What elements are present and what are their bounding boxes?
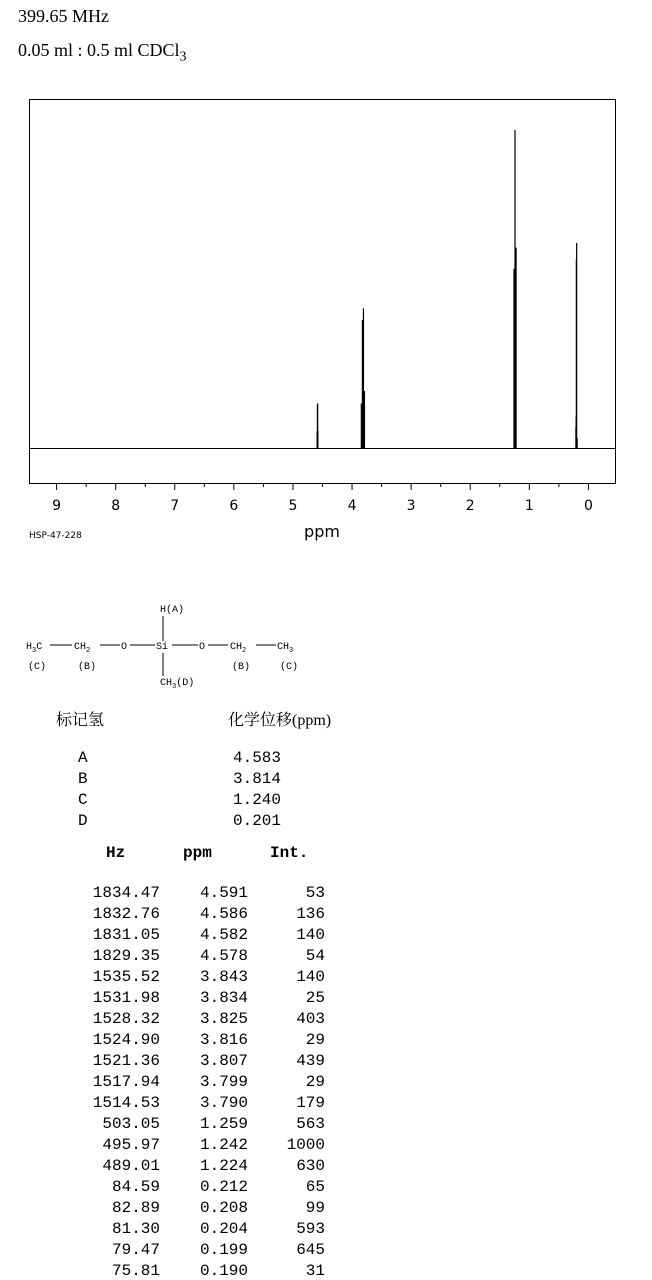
solvent-text: 0.05 ml : 0.5 ml CDCl bbox=[18, 40, 180, 60]
assignment-header-shift: 化学位移(ppm) bbox=[228, 712, 332, 729]
peak-cell-ppm: 3.843 bbox=[199, 968, 248, 986]
peak-cell-hz: 84.59 bbox=[111, 1178, 160, 1196]
peak-cell-ppm: 4.586 bbox=[199, 905, 248, 923]
peak-cell-ppm: 3.825 bbox=[199, 1010, 248, 1028]
peak-cell-hz: 1528.32 bbox=[92, 1010, 160, 1028]
x-tick-label: 0 bbox=[583, 498, 593, 514]
peak-cell-ppm: 0.204 bbox=[199, 1220, 248, 1238]
atom-o-right: O bbox=[199, 642, 206, 653]
x-tick-label: 5 bbox=[288, 498, 298, 514]
atom-ch2-right: $CH_2$ bbox=[230, 642, 247, 655]
peak-header-hz: Hz bbox=[106, 844, 126, 862]
peak-cell-ppm: 0.212 bbox=[199, 1178, 248, 1196]
peak-cell-int: 179 bbox=[296, 1094, 325, 1112]
x-tick-label: 9 bbox=[52, 498, 62, 514]
x-tick-label: 4 bbox=[347, 498, 357, 514]
peak-cell-hz: 1834.47 bbox=[92, 884, 160, 902]
x-tick-label: 2 bbox=[465, 498, 475, 514]
peak-cell-int: 563 bbox=[296, 1115, 325, 1133]
peak-cell-ppm: 4.582 bbox=[199, 926, 248, 944]
assignment-shift: 4.583 bbox=[233, 749, 282, 767]
peak-cell-int: 1000 bbox=[286, 1136, 325, 1154]
peak-cell-hz: 1531.98 bbox=[92, 989, 160, 1007]
assignment-label: A bbox=[78, 749, 88, 767]
peak-cell-int: 53 bbox=[305, 884, 325, 902]
peak-cell-int: 25 bbox=[305, 989, 325, 1007]
peak-cell-hz: 79.47 bbox=[111, 1241, 160, 1259]
peak-cell-hz: 81.30 bbox=[111, 1220, 160, 1238]
peak-cell-ppm: 4.591 bbox=[199, 884, 248, 902]
peak-cell-int: 136 bbox=[296, 905, 325, 923]
atom-ch3-bottom: $CH_3(D)$ bbox=[160, 678, 195, 691]
peak-cell-hz: 1521.36 bbox=[92, 1052, 160, 1070]
peak-cell-int: 29 bbox=[305, 1073, 325, 1091]
solvent-subscript: 3 bbox=[179, 49, 187, 65]
peak-cell-int: 31 bbox=[305, 1262, 325, 1280]
peak-cell-int: 54 bbox=[305, 947, 325, 965]
peak-cell-int: 140 bbox=[296, 926, 325, 944]
peak-cell-ppm: 3.816 bbox=[199, 1031, 248, 1049]
assignment-shift: 1.240 bbox=[233, 791, 282, 809]
x-tick-label: 1 bbox=[524, 498, 534, 514]
atom-h3c-left: $H_3C$ bbox=[26, 642, 43, 655]
label-b-left: (B) bbox=[78, 662, 97, 673]
peak-cell-hz: 1535.52 bbox=[92, 968, 160, 986]
peak-cell-hz: 1517.94 bbox=[92, 1073, 160, 1091]
atom-si: Si bbox=[156, 642, 169, 653]
peak-cell-hz: 75.81 bbox=[111, 1262, 160, 1280]
peak-cell-ppm: 1.224 bbox=[199, 1157, 248, 1175]
peak-cell-ppm: 1.259 bbox=[199, 1115, 248, 1133]
assignment-label: C bbox=[78, 791, 88, 809]
x-tick-label: 7 bbox=[170, 498, 180, 514]
peak-cell-int: 29 bbox=[305, 1031, 325, 1049]
spectrometer-frequency: 399.65 MHz bbox=[18, 6, 109, 26]
assignment-label: B bbox=[78, 770, 88, 788]
peak-cell-hz: 1524.90 bbox=[92, 1031, 160, 1049]
peak-cell-int: 99 bbox=[305, 1199, 325, 1217]
peak-cell-int: 593 bbox=[296, 1220, 325, 1238]
peak-header-ppm: ppm bbox=[183, 844, 212, 862]
assignment-shift: 0.201 bbox=[233, 812, 282, 830]
peak-cell-int: 630 bbox=[296, 1157, 325, 1175]
atom-ch2-left: $CH_2$ bbox=[74, 642, 91, 655]
peak-header-int: Int. bbox=[270, 844, 309, 862]
peak-cell-int: 65 bbox=[305, 1178, 325, 1196]
peak-cell-ppm: 0.190 bbox=[199, 1262, 248, 1280]
peak-cell-ppm: 3.790 bbox=[199, 1094, 248, 1112]
peak-cell-hz: 495.97 bbox=[102, 1136, 160, 1154]
assignment-label: D bbox=[78, 812, 88, 830]
peak-cell-int: 140 bbox=[296, 968, 325, 986]
peak-cell-ppm: 0.208 bbox=[199, 1199, 248, 1217]
label-c-right: (C) bbox=[280, 662, 299, 673]
peak-cell-ppm: 3.834 bbox=[199, 989, 248, 1007]
x-tick-label: 8 bbox=[111, 498, 121, 514]
peak-cell-hz: 503.05 bbox=[102, 1115, 160, 1133]
peak-cell-ppm: 4.578 bbox=[199, 947, 248, 965]
x-tick-label: 3 bbox=[406, 498, 416, 514]
peak-cell-int: 439 bbox=[296, 1052, 325, 1070]
assignment-shift: 3.814 bbox=[233, 770, 282, 788]
peak-cell-hz: 1514.53 bbox=[92, 1094, 160, 1112]
label-b-right: (B) bbox=[232, 662, 251, 673]
atom-o-left: O bbox=[121, 642, 128, 653]
peak-cell-ppm: 0.199 bbox=[199, 1241, 248, 1259]
peak-cell-hz: 1832.76 bbox=[92, 905, 160, 923]
peak-cell-int: 403 bbox=[296, 1010, 325, 1028]
peak-cell-int: 645 bbox=[296, 1241, 325, 1259]
peak-cell-hz: 82.89 bbox=[111, 1199, 160, 1217]
assignment-header-label: 标记氢 bbox=[56, 712, 105, 729]
atom-ch3-right: $CH_3$ bbox=[277, 642, 294, 655]
peak-cell-ppm: 3.799 bbox=[199, 1073, 248, 1091]
x-axis-label: ppm bbox=[304, 522, 340, 541]
spectrum-code: HSP-47-228 bbox=[29, 531, 82, 541]
peak-cell-hz: 489.01 bbox=[102, 1157, 160, 1175]
peak-cell-ppm: 3.807 bbox=[199, 1052, 248, 1070]
peak-cell-hz: 1831.05 bbox=[92, 926, 160, 944]
label-c-left: (C) bbox=[28, 662, 47, 673]
atom-h-a: H(A) bbox=[160, 605, 185, 616]
peak-cell-hz: 1829.35 bbox=[92, 947, 160, 965]
x-tick-label: 6 bbox=[229, 498, 239, 514]
peak-cell-ppm: 1.242 bbox=[199, 1136, 248, 1154]
